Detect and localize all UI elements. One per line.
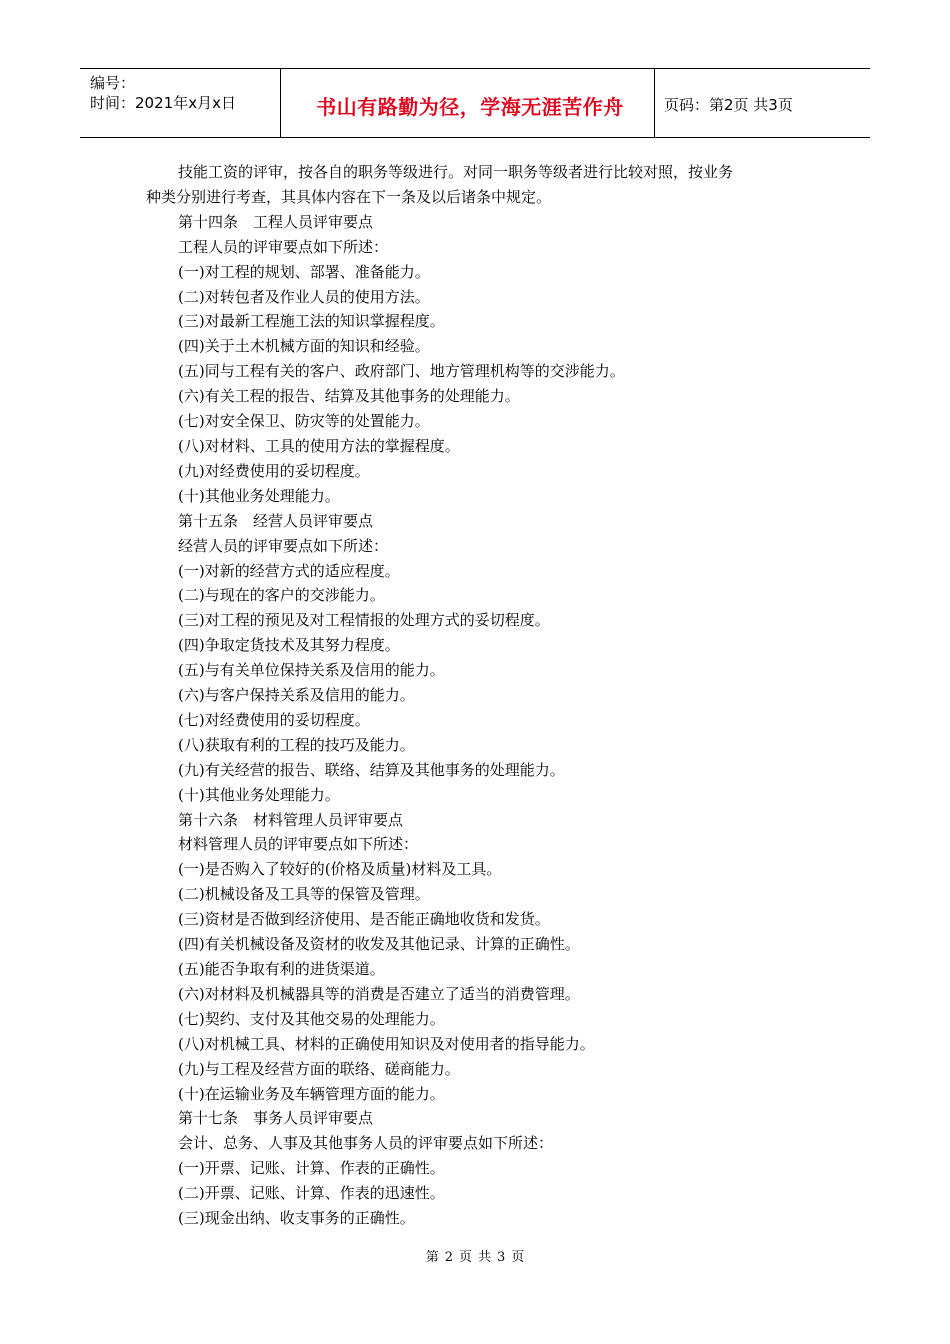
- intro-line-2: 种类分别进行考查，其具体内容在下一条及以后诸条中规定。: [146, 187, 552, 206]
- body-line: (三)对最新工程施工法的知识掌握程度。: [178, 312, 445, 331]
- footer-page-number: 2: [444, 1250, 453, 1265]
- intro-line-1: 技能工资的评审，按各自的职务等级进行。对同一职务等级者进行比较对照，按业务: [178, 163, 734, 181]
- body-line: (二)机械设备及工具等的保管及管理。: [178, 885, 430, 904]
- body-line: 经营人员的评审要点如下所述：: [178, 536, 389, 555]
- body-line: (六)有关工程的报告、结算及其他事务的处理能力。: [178, 387, 520, 406]
- time-line: [90, 93, 236, 113]
- body-line: 会计、总务、人事及其他事务人员的评审要点如下所述：: [178, 1134, 554, 1153]
- body-line: (九)与工程及经营方面的联络、磋商能力。: [178, 1059, 460, 1078]
- body-line: (七)契约、支付及其他交易的处理能力。: [178, 1009, 445, 1028]
- footer-text: 第: [425, 1250, 439, 1265]
- body-line: (十)其他业务处理能力。: [178, 486, 340, 505]
- body-line: (四)关于土木机械方面的知识和经验。: [178, 337, 430, 356]
- body-line: (六)对材料及机械器具等的消费是否建立了适当的消费管理。: [178, 984, 580, 1003]
- footer-total-pages: 3: [497, 1250, 506, 1265]
- body-line: (五)与有关单位保持关系及信用的能力。: [178, 661, 445, 680]
- body-line: (二)与现在的客户的交涉能力。: [178, 586, 385, 605]
- body-line: 第十七条 事务人员评审要点: [178, 1109, 374, 1128]
- body-line: (八)对材料、工具的使用方法的掌握程度。: [178, 436, 460, 455]
- body-line: (四)争取定货技术及其努力程度。: [178, 636, 400, 655]
- page-header: [80, 68, 870, 138]
- body-line: (十)在运输业务及车辆管理方面的能力。: [178, 1084, 445, 1103]
- body-line: 材料管理人员的评审要点如下所述：: [178, 835, 419, 854]
- body-line: (三)对工程的预见及对工程情报的处理方式的妥切程度。: [178, 611, 550, 630]
- body-line: (八)获取有利的工程的技巧及能力。: [178, 735, 415, 754]
- body-line: (二)对转包者及作业人员的使用方法。: [178, 287, 430, 306]
- footer-text: 共: [478, 1250, 492, 1265]
- body-line: 第十四条 工程人员评审要点: [178, 212, 374, 231]
- body-line: (二)开票、记账、计算、作表的迅速性。: [178, 1184, 445, 1203]
- body-line: (七)对经费使用的妥切程度。: [178, 710, 370, 729]
- body-line: (三)资材是否做到经济使用、是否能正确地收货和发货。: [178, 910, 550, 929]
- body-line: (五)同与工程有关的客户、政府部门、地方管理机构等的交涉能力。: [178, 362, 625, 381]
- header-meta: [90, 73, 236, 113]
- body-line: (八)对机械工具、材料的正确使用知识及对使用者的指导能力。: [178, 1034, 595, 1053]
- body-line: (十)其他业务处理能力。: [178, 785, 340, 804]
- body-line: (一)是否购入了较好的(价格及质量)材料及工具。: [178, 860, 502, 879]
- header-divider: [280, 69, 281, 137]
- time-label: 时间：: [90, 94, 136, 112]
- body-line: (九)对经费使用的妥切程度。: [178, 461, 370, 480]
- header-motto: 书山有路勤为径，学海无涯苦作舟: [316, 95, 624, 119]
- body-line: (一)对新的经营方式的适应程度。: [178, 561, 400, 580]
- footer-text: 页: [511, 1250, 525, 1265]
- body-line: (七)对安全保卫、防灾等的处置能力。: [178, 412, 430, 431]
- footer-text: 页: [458, 1250, 472, 1265]
- body-line: 第十五条 经营人员评审要点: [178, 511, 374, 530]
- time-value: 2021年x月x日: [135, 94, 236, 112]
- body-line: (五)能否争取有利的进货渠道。: [178, 960, 385, 978]
- page-footer: [0, 1246, 950, 1265]
- body-line: (一)开票、记账、计算、作表的正确性。: [178, 1159, 445, 1178]
- article-list: [146, 210, 806, 1231]
- body-line: (四)有关机械设备及资材的收发及其他记录、计算的正确性。: [178, 935, 580, 954]
- body-line: 第十六条 材料管理人员评审要点: [178, 810, 404, 829]
- body-line: (三)现金出纳、收支事务的正确性。: [178, 1209, 415, 1228]
- document-body: [146, 160, 806, 1231]
- body-line: 工程人员的评审要点如下所述：: [178, 237, 389, 256]
- body-line: (六)与客户保持关系及信用的能力。: [178, 686, 415, 705]
- body-line: (一)对工程的规划、部署、准备能力。: [178, 262, 430, 281]
- body-line: (九)有关经营的报告、联络、结算及其他事务的处理能力。: [178, 760, 565, 779]
- number-label: 编号：: [90, 74, 136, 92]
- header-page-label: 页码：第2页 共3页: [664, 96, 793, 114]
